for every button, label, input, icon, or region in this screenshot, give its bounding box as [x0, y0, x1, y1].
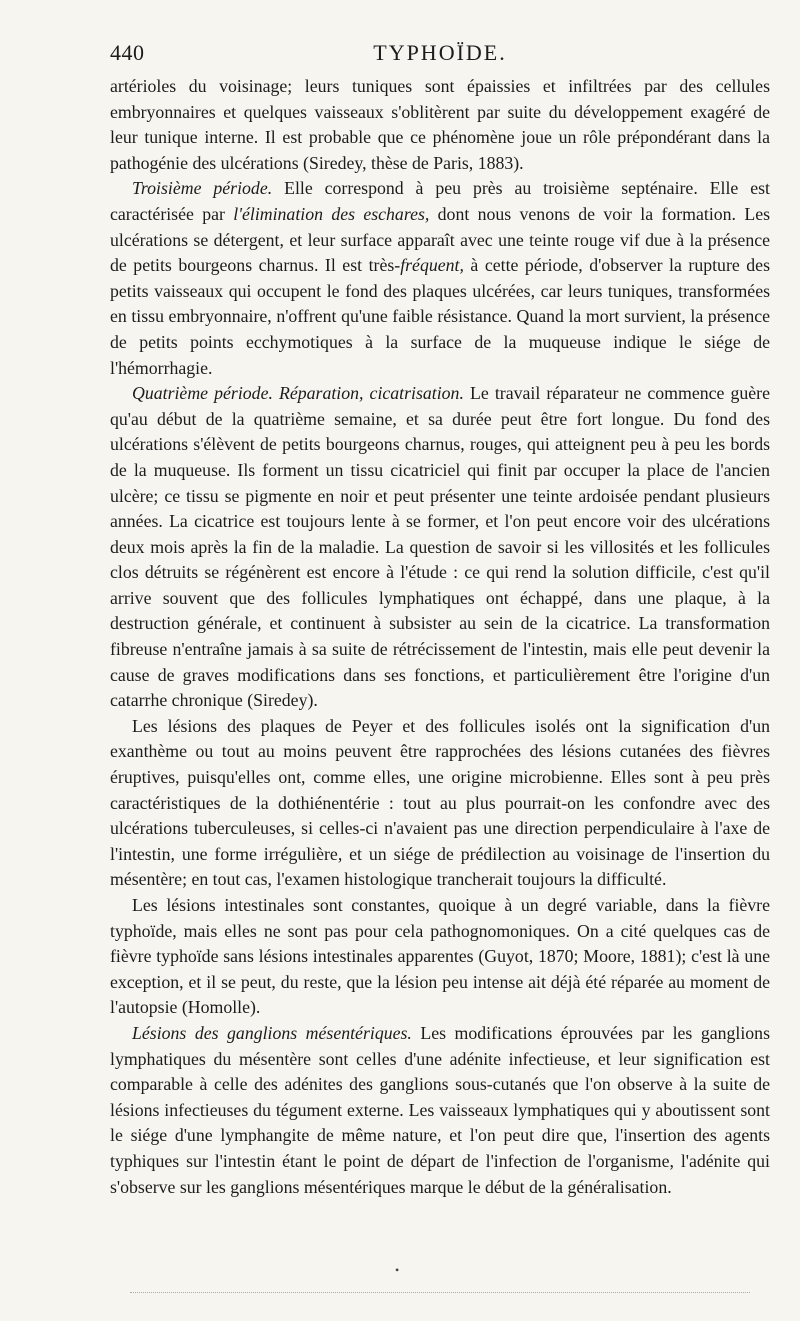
paragraph — [110, 381, 770, 714]
paragraph — [110, 714, 770, 893]
paragraph-text: Les modifications éprouvées par les ganglions lymphatiques du mésentère sont celles d'une adénite infectieuse, et leur signification est comparable à celle des adénites des ganglions sous-cutanés que l'on observe à la suite de lésions infectieuses du tégument externe. Les vaisseaux lymphatiques qui y aboutissent sont le siége d'une lymphangite de même nature, et l'on peut dire que, l'insertion des agents typhiques sur l'intestin étant le point de départ de l'infection de l'organisme, l'adénite qui s'observe sur les ganglions mésentériques marque le début de la généralisation. — [110, 1022, 770, 1197]
footer-mark: • — [395, 1263, 400, 1277]
paragraph-text: Elle correspond à peu près au troisième septénaire. Elle est caractérisée par — [110, 178, 770, 224]
italic-text: Quatrième période. Réparation, cicatrisation. — [132, 383, 464, 404]
paragraph — [110, 1021, 770, 1200]
paragraph-text: Le travail réparateur ne commence guère qu'au début de la quatrième semaine, et sa durée peut être fort longue. Du fond des ulcérations s'élèvent de petits bourgeons charnus, rouges, qui atteignent peu à peu les bords de la muqueuse. Ils forment un tissu cicatriciel qui finit par occuper la place de l'ancien ulcère; ce tissu se pigmente en noir et peut présenter une teinte ardoisée pendant plusieurs années. La cicatrice est toujours lente à se former, et l'on peut encore voir des ulcérations deux mois après la fin de la maladie. La question de savoir si les villosités et les follicules clos détruits se régénèrent est encore à l'étude : ce qui rend la solution difficile, c'est qu'il arrive souvent que des follicules lymphatiques ont échappé, dans une plaque, à la destruction générale, et continuent à subsister au sein de la cicatrice. La transformation fibreuse n'entraîne jamais à sa suite de rétrécissement de l'intestin, mais elle peut devenir la cause de graves modifications dans ses fonctions, et particulièrement être l'origine d'un catarrhe chronique (Siredey). — [110, 383, 770, 711]
italic-text: l'élimination des eschares, — [233, 203, 430, 224]
italic-text: fréquent, — [400, 255, 464, 276]
paragraph-text: dont nous venons de voir la formation. Les ulcérations se détergent, et leur surface apparaît avec une teinte rouge vif due à la présence de petits bourgeons charnus. Il est très- — [110, 203, 770, 276]
paragraph-text: à cette période, d'observer la rupture des petits vaisseaux qui occupent le fond des plaques ulcérées, car leurs tuniques, transformées en tissu embryonnaire, n'offrent qu'une faible résistance. Quand la mort survient, la présence de petits points ecchymotiques à la surface de la muqueuse indique le siége de l'hémorrhagie. — [110, 255, 770, 378]
paragraph — [110, 74, 770, 176]
italic-text: Troisième période. — [132, 178, 273, 199]
footer-rule — [130, 1292, 750, 1293]
paragraph-text: Les lésions intestinales sont constantes, quoique à un degré variable, dans la fièvre typhoïde, mais elles ne sont pas pour cela pathognomoniques. On a cité quelques cas de fièvre typhoïde sans lésions intestinales apparentes (Guyot, 1870; Moore, 1881); c'est là une exception, et il se peut, du reste, que la lésion peu intense ait déjà été réparée au moment de l'autopsie (Homolle). — [110, 895, 770, 1018]
page-number: 440 — [110, 40, 145, 65]
paragraph-text: artérioles du voisinage; leurs tuniques sont épaissies et infiltrées par des cellules embryonnaires et quelques vaisseaux s'oblitèrent par suite du développement exagéré de leur tunique interne. Il est probable que ce phénomène joue un rôle prépondérant dans la pathogénie des ulcérations (Siredey, thèse de Paris, 1883). — [110, 76, 770, 173]
paragraph — [110, 176, 770, 381]
page — [110, 40, 770, 1200]
italic-text: Lésions des ganglions mésentériques. — [132, 1022, 412, 1043]
paragraph — [110, 893, 770, 1021]
body-text — [110, 74, 770, 1200]
page-header — [110, 40, 770, 74]
paragraph-text: Les lésions des plaques de Peyer et des follicules isolés ont la signification d'un exanthème ou tout au moins peuvent être rapprochées des lésions cutanées des fièvres éruptives, puisqu'elles ont, comme elles, une origine microbienne. Elles sont à peu près caractéristiques de la dothiénentérie : tout au plus pourrait-on les confondre avec des ulcérations tuberculeuses, si celles-ci n'avaient pas une direction perpendiculaire à l'axe de l'intestin, une forme irrégulière, et un siége de prédilection au voisinage de l'insertion du mésentère; en tout cas, l'examen histologique trancherait toujours la difficulté. — [110, 715, 770, 890]
running-head: TYPHOÏDE. — [373, 40, 507, 65]
